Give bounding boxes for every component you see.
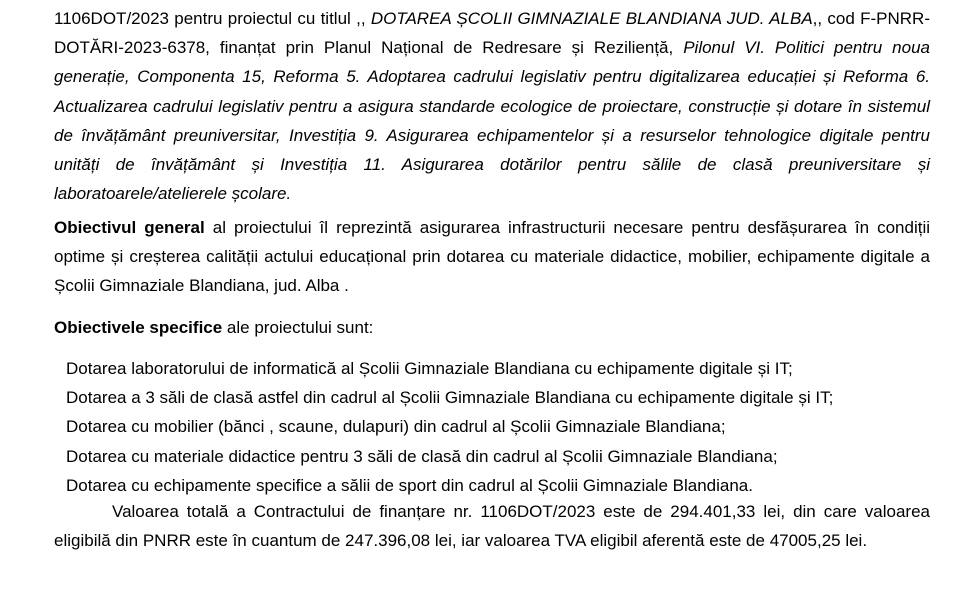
project-title: DOTAREA ȘCOLII GIMNAZIALE BLANDIANA JUD. ALBA: [370, 9, 813, 28]
intro-text-middle: ,, cod F-PNRR-DOTĂRI-2023-6378, finanțat prin Planul Național de Redresare și Reziliență,: [54, 9, 930, 58]
general-objective-paragraph: [54, 213, 930, 301]
specific-objectives-list: [66, 354, 930, 500]
list-item: Dotarea a 3 săli de clasă astfel din cadrul al Școlii Gimnaziale Blandiana cu echipamente digitale și IT;: [66, 388, 834, 408]
pillar-text: Pilonul VI. Politici pentru noua generație, Componenta 15, Reforma 5. Adoptarea cadrului legislativ pentru digitalizarea educației și Reforma 6. Actualizarea cadrului legislativ pentru a asigura standarde ecologice de proiectare, construcție și dotare în sistemul de învățământ preuniversitar, Investiția 9. Asigurarea echipamentelor și a resurselor tehnologice digitale pentru unități de învățământ și Investiția 11. Asigurarea dotărilor pentru sălile de clasă preuniversitare și laboratoarele/atelierele școlare.: [54, 38, 930, 204]
specific-objectives-heading: [54, 313, 930, 342]
contract-value-paragraph: Valoarea totală a Contractului de finanțare nr. 1106DOT/2023 este de 294.401,33 lei, din care valoarea eligibilă din PNRR este în cuantum de 247.396,08 lei, iar valoarea TVA eligibil aferentă este de 47005,25 lei.: [54, 502, 930, 551]
intro-paragraph: [54, 4, 930, 208]
general-objective-label: Obiectivul general: [54, 218, 205, 237]
specific-objectives-label: Obiectivele specifice: [54, 318, 223, 337]
list-item: Dotarea cu echipamente specifice a sălii de sport din cadrul al Școlii Gimnaziale Blandiana.: [66, 475, 753, 495]
list-item: Dotarea laboratorului de informatică al Școlii Gimnaziale Blandiana cu echipamente digitale și IT;: [66, 359, 793, 378]
general-objective-text: al proiectului îl reprezintă asigurarea infrastructurii necesare pentru desfășurarea în condiții optime și creșterea calității actului educațional prin dotarea cu materiale didactice, mobilier, echipamente digitale a Școlii Gimnaziale Blandiana, jud. Alba .: [54, 218, 930, 296]
list-item: Dotarea cu materiale didactice pentru 3 săli de clasă din cadrul al Școlii Gimnaziale Blandiana;: [66, 446, 778, 466]
intro-text-start: 1106DOT/2023 pentru proiectul cu titlul ,,: [54, 9, 371, 28]
specific-objectives-text: ale proiectului sunt:: [222, 318, 374, 337]
list-item: Dotarea cu mobilier (bănci , scaune, dulapuri) din cadrul al Școlii Gimnaziale Blandiana;: [66, 417, 726, 437]
